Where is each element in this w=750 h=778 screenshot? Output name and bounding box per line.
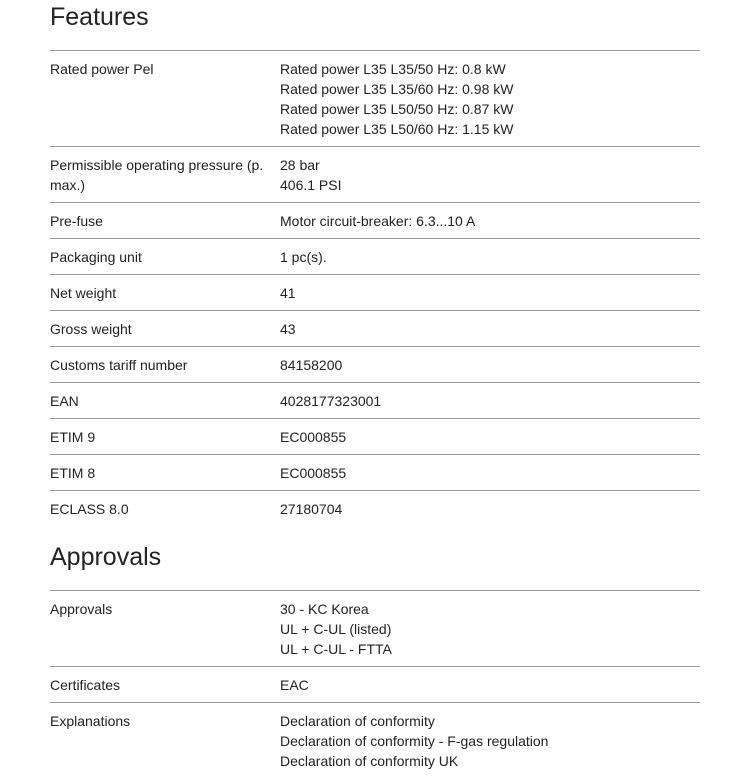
spec-value: 406.1 PSI [280,177,342,193]
spec-label: Pre-fuse [50,213,103,229]
spec-values [280,463,700,483]
spec-row [50,455,700,491]
spec-row [50,667,700,703]
spec-row [50,203,700,239]
spec-value: 43 [280,321,296,337]
spec-values [280,59,700,139]
spec-value: 30 - KC Korea [280,601,369,617]
spec-label: Permissible operating pressure (p. max.) [50,157,264,193]
spec-values [280,391,700,411]
spec-value: Declaration of conformity [280,713,435,729]
spec-row [50,147,700,203]
spec-value: Declaration of conformity - F-gas regulation [280,733,549,749]
spec-values [280,499,700,519]
spec-label: Customs tariff number [50,357,188,373]
spec-row [50,347,700,383]
spec-values [280,155,700,195]
spec-label: Packaging unit [50,249,142,265]
approvals-table [50,590,700,778]
spec-values [280,319,700,339]
spec-value: 41 [280,285,296,301]
spec-value: 4028177323001 [280,393,382,409]
spec-row [50,419,700,455]
spec-value: EAC [280,677,309,693]
spec-label: ETIM 8 [50,465,96,481]
spec-value: EC000855 [280,429,347,445]
spec-label: Gross weight [50,321,132,337]
spec-row [50,703,700,778]
spec-row [50,239,700,275]
spec-values [280,211,700,231]
spec-values [280,675,700,695]
spec-values [280,355,700,375]
spec-label: EAN [50,393,79,409]
spec-label: ETIM 9 [50,429,96,445]
spec-label: Approvals [50,601,113,617]
spec-values [280,247,700,267]
spec-row [50,383,700,419]
spec-label: ECLASS 8.0 [50,501,129,517]
spec-value: EC000855 [280,465,347,481]
spec-value: Motor circuit-breaker: 6.3...10 A [280,213,476,229]
spec-label: Net weight [50,285,117,301]
spec-value: 27180704 [280,501,343,517]
spec-values [280,283,700,303]
features-heading: Features [50,3,149,31]
approvals-heading: Approvals [50,543,162,571]
spec-row [50,491,700,526]
spec-value: Rated power L35 L35/50 Hz: 0.8 kW [280,61,506,77]
spec-row [50,591,700,667]
spec-values [280,599,700,659]
spec-row [50,275,700,311]
features-table [50,50,700,526]
spec-value: 1 pc(s). [280,249,327,265]
spec-value: Rated power L35 L50/50 Hz: 0.87 kW [280,101,514,117]
spec-label: Rated power Pel [50,61,154,77]
spec-value: Declaration of conformity UK [280,753,459,769]
spec-value: 84158200 [280,357,343,373]
spec-row [50,51,700,147]
spec-values [280,711,700,771]
spec-label: Explanations [50,713,131,729]
spec-value: 28 bar [280,157,320,173]
spec-value: UL + C-UL - FTTA [280,641,392,657]
spec-value: UL + C-UL (listed) [280,621,392,637]
spec-row [50,311,700,347]
spec-label: Certificates [50,677,121,693]
spec-value: Rated power L35 L35/60 Hz: 0.98 kW [280,81,514,97]
spec-value: Rated power L35 L50/60 Hz: 1.15 kW [280,121,514,137]
spec-values [280,427,700,447]
